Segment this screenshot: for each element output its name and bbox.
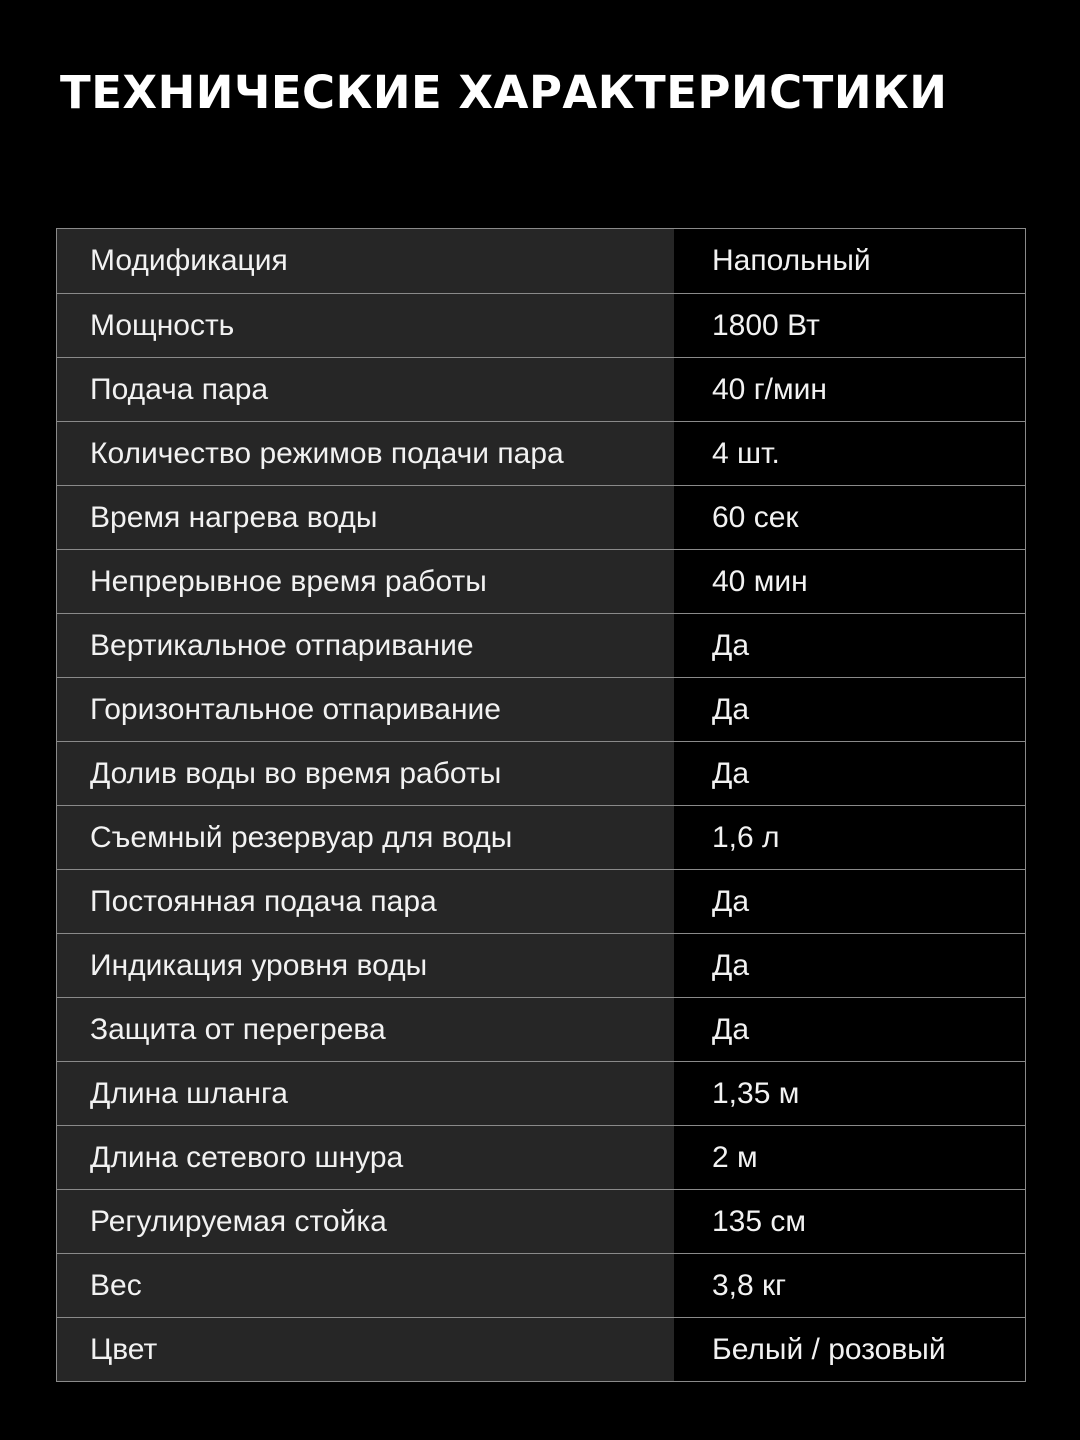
table-row: [57, 997, 1025, 1061]
spec-value: 60 сек: [674, 486, 1025, 549]
spec-value: 1,6 л: [674, 806, 1025, 869]
spec-name: Непрерывное время работы: [57, 550, 674, 613]
spec-value: Да: [674, 742, 1025, 805]
spec-name: Модификация: [57, 229, 674, 293]
spec-value: Напольный: [674, 229, 1025, 293]
spec-name: Защита от перегрева: [57, 998, 674, 1061]
spec-name: Длина шланга: [57, 1062, 674, 1125]
table-row: [57, 293, 1025, 357]
table-row: [57, 933, 1025, 997]
spec-name: Постоянная подача пара: [57, 870, 674, 933]
table-row: [57, 869, 1025, 933]
table-row: [57, 1125, 1025, 1189]
spec-name: Количество режимов подачи пара: [57, 422, 674, 485]
spec-name: Съемный резервуар для воды: [57, 806, 674, 869]
spec-name: Время нагрева воды: [57, 486, 674, 549]
spec-name: Горизонтальное отпаривание: [57, 678, 674, 741]
spec-value: Да: [674, 998, 1025, 1061]
table-row: [57, 357, 1025, 421]
spec-name: Подача пара: [57, 358, 674, 421]
spec-value: Да: [674, 870, 1025, 933]
table-row: [57, 677, 1025, 741]
spec-name: Долив воды во время работы: [57, 742, 674, 805]
table-row: [57, 549, 1025, 613]
spec-value: 40 г/мин: [674, 358, 1025, 421]
table-row: [57, 613, 1025, 677]
spec-name: Длина сетевого шнура: [57, 1126, 674, 1189]
spec-value: Да: [674, 934, 1025, 997]
table-row: [57, 1061, 1025, 1125]
spec-name: Индикация уровня воды: [57, 934, 674, 997]
table-row: [57, 229, 1025, 293]
spec-value: 2 м: [674, 1126, 1025, 1189]
table-row: [57, 805, 1025, 869]
spec-value: 1800 Вт: [674, 294, 1025, 357]
spec-value: Да: [674, 678, 1025, 741]
spec-name: Вертикальное отпаривание: [57, 614, 674, 677]
page-title: ТЕХНИЧЕСКИЕ ХАРАКТЕРИСТИКИ: [60, 66, 948, 119]
spec-name: Цвет: [57, 1318, 674, 1381]
spec-value: Да: [674, 614, 1025, 677]
spec-value: 4 шт.: [674, 422, 1025, 485]
spec-value: 40 мин: [674, 550, 1025, 613]
specifications-table: [56, 228, 1026, 1382]
spec-value: 135 см: [674, 1190, 1025, 1253]
table-row: [57, 421, 1025, 485]
table-row: [57, 485, 1025, 549]
spec-value: 3,8 кг: [674, 1254, 1025, 1317]
spec-name: Мощность: [57, 294, 674, 357]
table-row: [57, 1253, 1025, 1317]
table-row: [57, 741, 1025, 805]
spec-name: Вес: [57, 1254, 674, 1317]
spec-name: Регулируемая стойка: [57, 1190, 674, 1253]
table-row: [57, 1189, 1025, 1253]
table-row: [57, 1317, 1025, 1381]
spec-value: Белый / розовый: [674, 1318, 1025, 1381]
spec-value: 1,35 м: [674, 1062, 1025, 1125]
